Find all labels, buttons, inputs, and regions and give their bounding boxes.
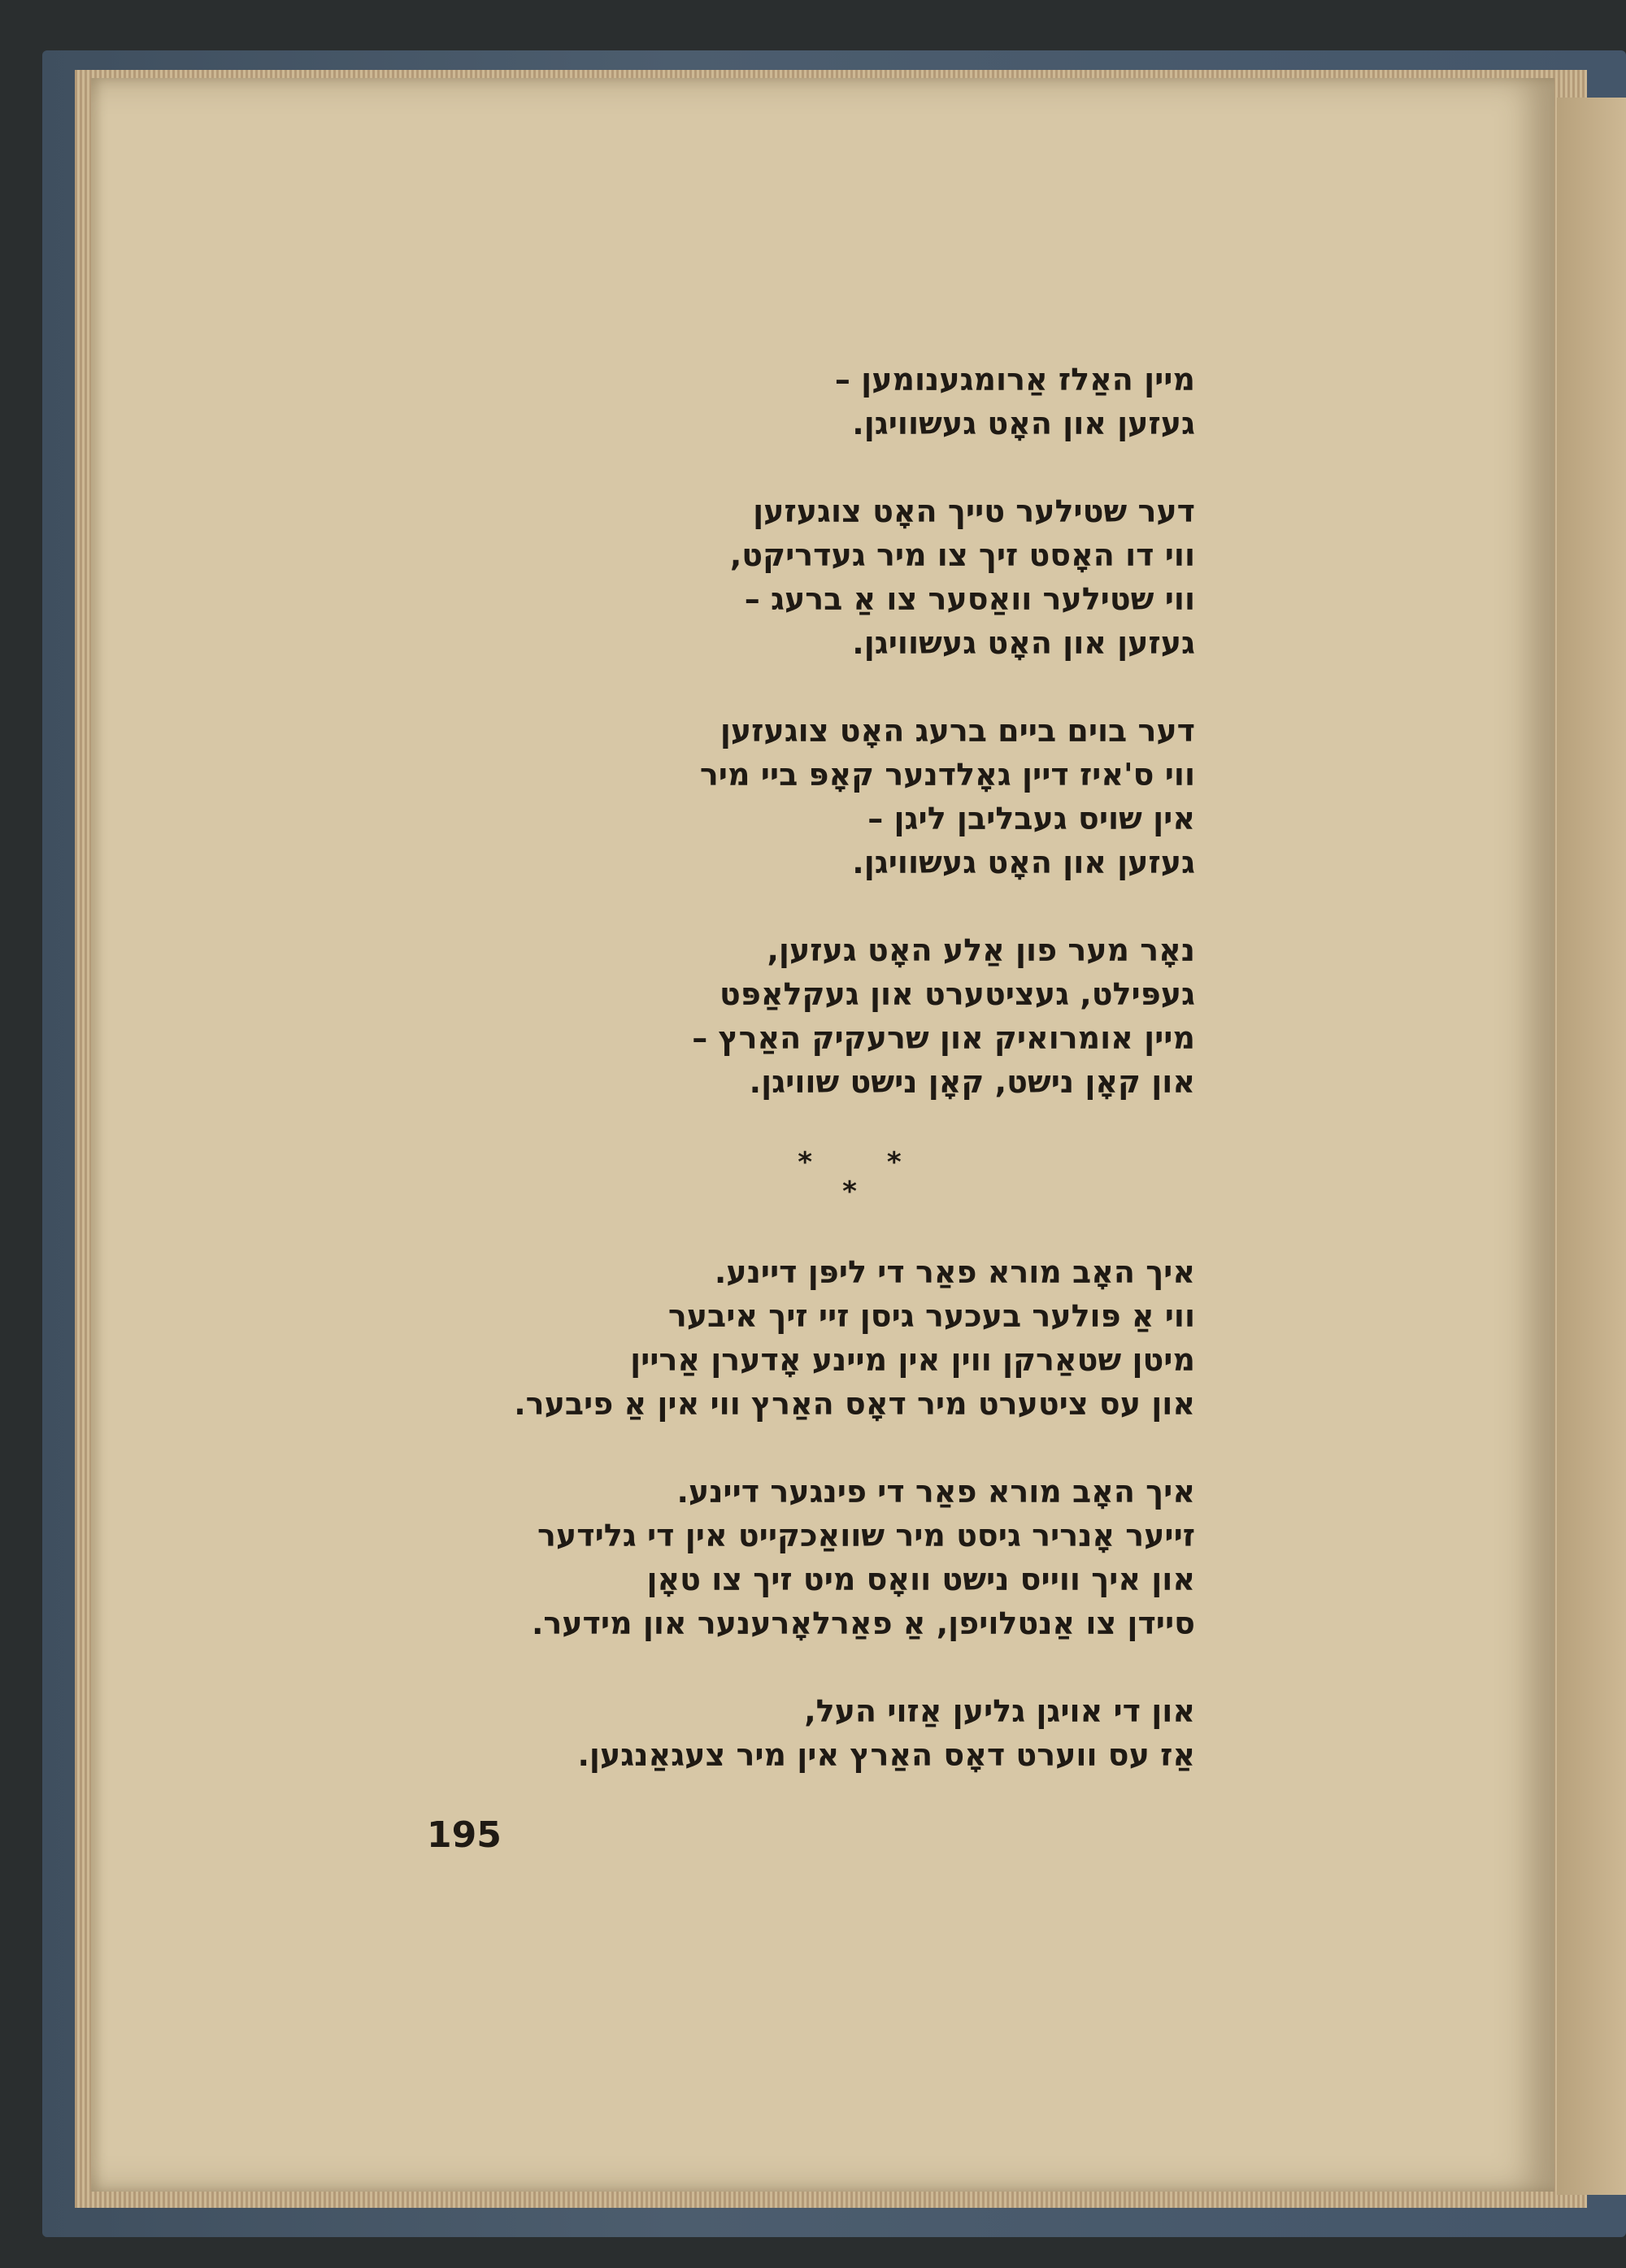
poem-line: איך האָב מורא פאַר די פינגער דיינע. [676,1474,1195,1510]
poem-line: געזען און האָט געשוויגן. [852,406,1195,441]
poem-line: און איך ווייס נישט וואָס מיט זיך צו טאָן [646,1562,1195,1597]
poem-line: זייער אָנריר גיסט מיר שוואַכקייט אין די גלידער [537,1518,1195,1553]
page-number: 195 [427,1814,502,1856]
poem-line: דער שטילער טייך האָט צוגעזען [753,493,1195,529]
next-page-edge [1557,98,1626,2195]
poem-line: מיטן שטאַרקן ווין אין מיינע אָדערן אַריין [630,1342,1195,1378]
section-separator [504,1148,1195,1206]
poem-line: ווי דו האָסט זיך צו מיר געדריקט, [729,537,1195,573]
stanza-1 [504,358,1195,445]
stanza-5 [504,1250,1195,1426]
poem-text [504,358,1195,1821]
poem-line: געזען און האָט געשוויגן. [852,845,1195,880]
poem-line: איך האָב מורא פאַר די ליפּן דיינע. [714,1254,1195,1290]
poem-line: ווי ס'איז דיין גאָלדנער קאָפּ ביי מיר [699,757,1195,793]
poem-line: מיין האַלז אַרומגענומען – [834,362,1195,398]
stanza-2 [504,489,1195,665]
poem-line: און די אויגן גליען אַזוי העל, [804,1693,1195,1729]
poem-line: און קאָן נישט, קאָן נישט שוויגן. [749,1064,1195,1100]
poem-line: געזען און האָט געשוויגן. [852,625,1195,661]
poem-line: סיידן צו אַנטלויפן, אַ פאַרלאָרענער און מידער. [531,1605,1195,1641]
poem-line: אַז עס ווערט דאָס האַרץ אין מיר צעגאַנגען. [577,1737,1195,1773]
stanza-4 [504,928,1195,1104]
stanza-3 [504,709,1195,884]
stanza-6 [504,1470,1195,1645]
poem-line: נאָר מער פון אַלע האָט געזען, [767,932,1195,968]
poem-line: ווי אַ פּולער בעכער גיסן זיי זיך איבער [667,1298,1195,1334]
poem-line: מיין אומרואיק און שרעקיק האַרץ – [692,1020,1195,1056]
poem-line: אין שויס געבליבן ליגן – [867,801,1195,836]
poem-line: און עס ציטערט מיר דאָס האַרץ ווי אין אַ פיבער. [514,1386,1195,1422]
separator-row: * * [798,1146,934,1179]
separator-row: * [842,1175,857,1208]
poem-line: ווי שטילער וואַסער צו אַ ברעג – [744,581,1195,617]
poem-line: געפּילט, געציטערט און געקלאַפּט [720,976,1195,1012]
poem-line: דער בוים ביים ברעג האָט צוגעזען [720,713,1195,749]
stanza-7 [504,1689,1195,1777]
